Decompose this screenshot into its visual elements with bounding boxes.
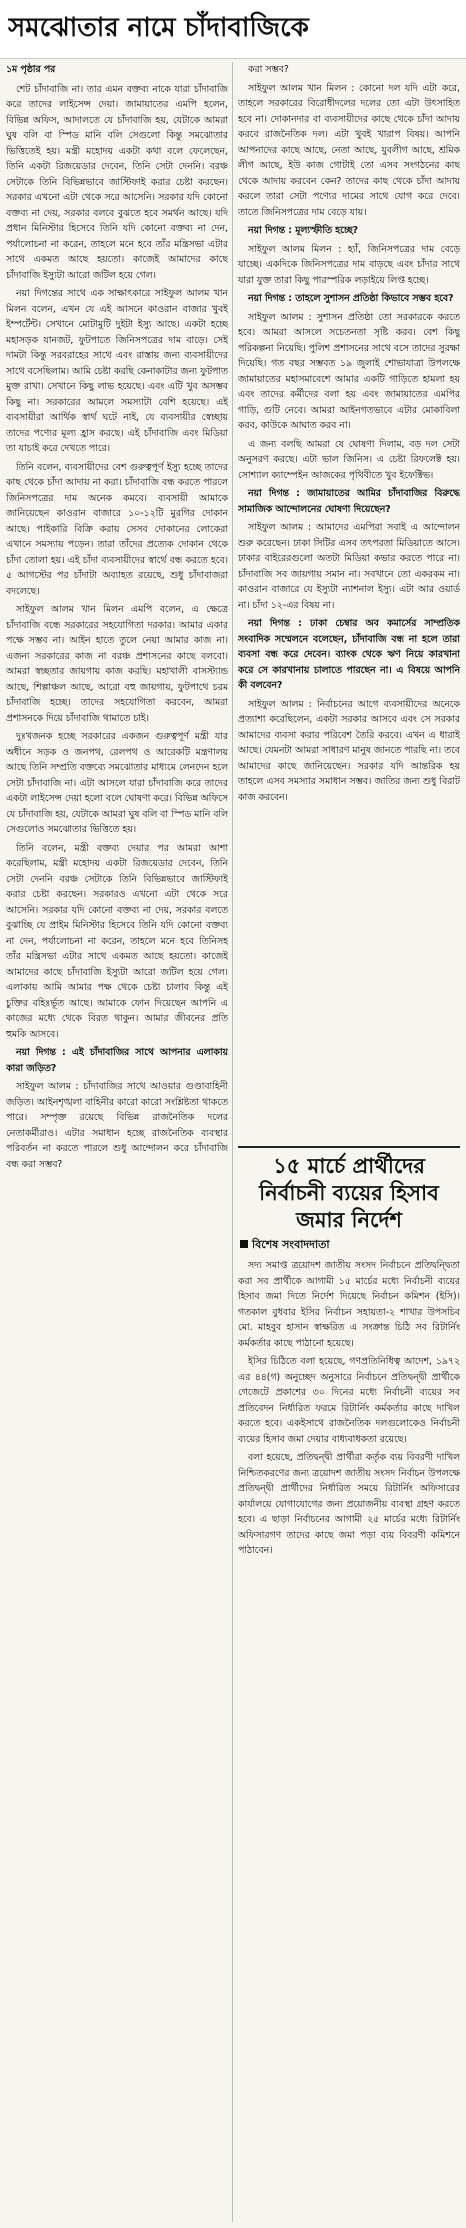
article-paragraph: সাইফুল আলম : নির্বাচনের আগে ব্যবসায়ীদের অনেকে প্রত্যাশা করেছিলেন, একটা সরকার আসবে এবং সে সরকার আমাদের ব্যবসা করার পরিবেশ তৈরি করবে। এখন এ ধারাই আছে। যেমনটা আমরা সাধারণ মানুষ জানতে পারছি না। তবে আমাদের কাছে জানিয়েছেন। সরকার যদি আন্তরিক হয় তাহলে এসব সমস্যার সমাধান সম্ভব। জাতির জন্য শুধু বিরাট কাজ করবেন। — [238, 698, 460, 803]
bullet-square-icon — [240, 1240, 248, 1248]
interview-question: নয়া দিগন্ত : এই চাঁদাবাজির সাথে আপনার এলাকায় কারা জড়িত? — [6, 1047, 228, 1074]
headline-banner — [0, 0, 466, 59]
article-paragraph: সাইফুল আলম : সুশাসন প্রতিষ্ঠা তো সরকারকে করতে হবে। আমরা আসলে সচেতনতা সৃষ্টি করব। বেশ কিছু পরিকল্পনা নিয়েছি। পুলিশ প্রশাসনের সাথে বসে তাদের সুরক্ষা দিয়েছি। গত বছর সম্ভবত ১৯ জুলাই শোভাযাত্রা উপলক্ষে জামায়াতের মহাসমাবেশে আমার একটি গাড়িতে হামলা হয় এবং তাদের কর্মীদের বলা হয় এবং জামায়াতের এমপির গাড়ি, গুটি নেবে। আমরা আইনগতভাবে এটার মোকাবিলা করব, কাউকে আঘাত করব না। — [238, 311, 460, 431]
continued-from-label: ১ম পৃষ্ঠার পর — [6, 64, 56, 75]
interview-question: নয়া দিগন্ত : ঢাকা চেম্বার অব কমার্সের সাম্প্রতিক সংবাদিক সম্মেলনে বলেছেন, চাঁদাবাজি বন্ধ না হলে তারা ব্যবসা বন্ধ করে দেবেন। ব্যাংক থেকে ঋণ নিয়ে কারখানা করে সে কারখানায় চালাতে পারছেন না। এ বিষয়ে আপনি কী বলবেন? — [238, 618, 460, 691]
column-divider — [232, 62, 233, 2222]
article-paragraph: তিনি বলেন, ব্যবসায়ীদের বেশ গুরুত্বপূর্ণ ইস্যু হচ্ছে তাদের কাছ থেকে চাঁদা আদায় না করা। চাঁদাবাজি বন্ধ করতে পারলে জিনিসপত্রের দাম অনেক কমবে। ব্যবসায়ী আমাকে জানিয়েছেন কাওরান বাজারে ১০-১২টি মুরগির দোকান আছে। পাইকারি বিক্রি করায় সেসব দোকানের লোকেরা এখানে সমস্যায় পড়েন। তারা তাঁদের প্রত্যেক দোকান থেকে চাঁদা তোলা হয়। এই চাঁদা ব্যবসায়ীদের স্বার্থে বন্ধ করতে হবে। ৫ আগস্টের পর চাঁদাটা অব্যাহত রয়েছে, শুধু চাঁদাবাজরা বদলেছে। — [6, 461, 228, 597]
article-paragraph: দুঃখজনক হচ্ছে সরকারের একজন গুরুত্বপূর্ণ মন্ত্রী যার অধীনে সড়ক ও জনপথ, রেলপথ ও আরেকটি মন্ত্রণালয় আছে তিনি সম্প্রতি বক্তব্যে সমঝোতার মাধ্যমে লেনদেন হলে সেটা চাঁদাবাজি না। এটা আসলে যারা চাঁদাবাজি করে তাদের একটা লাইসেন্স দেয়া হলো বলে ঘোষণা করে। বিভিন্ন অফিসে যে চাঁদাবাজি হয়, যেটাকে আমরা ঘুষ বলি বা স্পিড মানি বলি সেগুলোও সমঝোতার ভিত্তিতে হয়। — [6, 731, 228, 835]
article-paragraph: তিনি বলেন, মন্ত্রী বক্তব্য দেয়ার পর আমরা আশা করেছিলাম, মন্ত্রী মহোদয় একটা রিজয়েডার দেবেন, তিনি সেটা দেননি বরঞ্চ সেটাকে তিনি বিভিন্নভাবে জাস্টিফাই করার চেষ্টা করছেন। সরকারও এখনো এটা থেকে সরে আসেনি। সরকার যদি কোনো বক্তব্য না দেয়, সরকার বলতে বুঝাচ্ছি যে প্রাইম মিনিস্টার হিসেবে তিনি যদি কোনো বক্তব্য না দেন, পর্যালোচনা না করেন, তাহলে মনে হবে তিনিসহ তাঁর মন্ত্রিসভা এটার সাথে একমত আছে হয়তো। কাজেই আমাদের কাছে চাঁদাবাজি ইস্যুটা আরো জটিল হয়ে গেল। এলাকায় আমি আমার পক্ষ থেকে চেষ্টা চালাব কিন্তু এই চুক্তির বহিঃর্ভূত আছে। আমাকে ফোন দিয়েছেন আপনি এ কাজের মধ্যে থেকে বিরত থাকুন। আমার জীবনের প্রতি হুমকি আসবে। — [6, 842, 228, 1040]
main-headline: সমঝোতার নামে চাঁদাবাজিকে — [8, 13, 309, 43]
article-paragraph: সাইফুল আলম মিলন : হ্যাঁ, জিনিসপত্রের দাম বেড়ে যাচ্ছে। একদিকে জিনিসপত্রের দাম বাড়ছে এবং চাঁদার সাথে যারা যুক্ত তারা কিছু পারস্পরিক লড়াইয়ে লিপ্ত হচ্ছে। — [238, 243, 460, 286]
article-paragraph: সদ্য সমাপ্ত ত্রয়োদশ জাতীয় সংসদ নির্বাচনে প্রতিদ্বন্দ্বিতা করা সব প্রার্থীকে আগামী ১৫ মার্চের মধ্যে নির্বাচনী ব্যয়ের হিসাব জমা দিতে নির্দেশ দিয়েছে নির্বাচন কমিশন (ইসি)। গতকাল বুধবার ইসির নির্বাচন সহায়তা-২ শাখার উপসচিব মো. মাহবুব হাসান স্বাক্ষরিত এ সংক্রান্ত চিঠি সব রিটার্নিং কর্মকর্তার কাছে পাঠানো হয়েছে। — [238, 1260, 460, 1349]
byline-text: বিশেষ সংবাদদাতা — [252, 1238, 330, 1251]
article-paragraph: সাইফুল আলম : আমাদের এমপিরা সবাই এ আন্দোলন শুরু করেছেন। ঢাকা সিটির এসব তৎপরতা মিডিয়াতে আসে। ঢাকার বাইরেরগুলো অতটা মিডিয়া কভার করতে পারে না। চাঁদাবাজি সব জায়গায় সমান না। সবখানে তো একরকম না। কাওরান বাজারে যে ইস্যুটা ন্যাশনাল ইস্যু। এটা আর ওয়ার্ড না। চাঁদা ১২-এর বিষয় না। — [238, 522, 460, 611]
interview-question: নয়া দিগন্ত : মূল্যস্ফীতি হচ্ছে? — [248, 225, 359, 236]
byline — [240, 1238, 460, 1252]
article-paragraph: করা সম্ভব? — [248, 64, 289, 75]
article-paragraph: বলা হয়েছে, প্রতিদ্বন্দ্বী প্রার্থীরা কর্তৃক ব্যয় বিবরণী দাখিল নিশ্চিতকরণের জন্য ত্রয়োদশ জাতীয় সংসদ নির্বাচন উপলক্ষে প্রতিদ্বন্দ্বী প্রার্থীদের নির্ধারিত সময়ে রিটার্নিং অফিসারের কার্যালয়ে যোগাযোগের জন্য প্রয়োজনীয় ব্যবস্থা গ্রহণ করতে হবে। এ ছাড়া নির্বাচনের আগামী ২৫ মার্চের মধ্যে রিটার্নিং অফিসারগণ তাদের কাছে জমা পড়া ব্যয় বিবরণী কমিশনে পাঠাবেন। — [238, 1452, 460, 1556]
secondary-headline: ১৫ মার্চে প্রার্থীদের নির্বাচনী ব্যয়ের হিসাব জমার নির্দেশ — [238, 1146, 460, 1233]
article-paragraph: নয়া দিগন্তের সাথে এক সাক্ষাৎকারে সাইফুল আলম খান মিলন বলেন, এখন যে এই আসনে কাওরান বাজার খুবই ইম্পর্টেন্ট। সেখানে মোটামুটি দুইটা ইস্যু আছে। একটা হচ্ছে মহাসড়ক যানজট, ফুটপাতে জিনিসপত্রের দাম বাড়ে। সেই দামটা কিন্তু সরবরাহের সাথে এবং রাস্তায় জন্য ব্যবসায়ীদের সাথে বসেছিলাম। আমি চেষ্টা করছি কেনাকাটার জন্য ফুটপাত মুক্ত রাখা। সেখানে কিছু লাভ হয়েছে। এবং এটি খুব অসম্ভব কিছু না। সরকারের আমলে সমস্যাটা বেশি হয়েছে। এই ব্যবসায়ীরা আর্থিক স্বার্থ ঘটে নাই, যে ব্যবসায়ীর স্বেচ্ছায় তাদের পণ্যের মূল্য হ্রাস করছে। এই চাঁদাবাজি এবং মিডিয়া তা যাচাই করে দেখতে পারে। — [6, 288, 228, 454]
article-paragraph: শেট চাঁদাবাজি না। তার এমন বক্তব্য নাকে যারা চাঁদাবাজি করে তাদের লাইসেন্স দেয়া। জামায়াতের এমপি হলেন, বিভিন্ন অফিস, আদালতে যে চাঁদাবাজি হয়, যেটাকে আমরা ঘুষ বলি বা স্পিড মানি বলি সেগুলো কিন্তু সমঝোতার ভিত্তিতেই হয়। মন্ত্রী মহোদয় একটা কথা বলে ফেলেছেন, তিনি একটা রিজয়েডার দেবেন, তিনি সেটা দেননি। বরঞ্চ সেটাকে তিনি বিভিন্নভাবে জাস্টিফাই করার চেষ্টা করছেন। সরকার এখনো এটা থেকে সরে আসেনি। সরকার যদি কোনো বক্তব্য না দেয়, সরকার বলবে বুঝতে হবে সমর্থন আছে। যদি প্রধান মিনিস্টার হিসেবে তিনি যদি কোনো বক্তব্য না দেন, পর্যালোচনা না করেন, তাহলে মনে হবে তাঁর মন্ত্রিসভা এটার সাথে একমত আছে হয়তো। কাজেই আমাদের কাছে চাঁদাবাজি ইস্যুটা আরো জটিল হয়ে গেল। — [6, 83, 228, 281]
article-paragraph: এ জন্য বলছি আমরা যে ঘোষণা দিলাম, বড় দল সেটা অনুসরণ করছে। এটা ভাল জিনিস। এ চেষ্টা রিফলেক্ট হয়। সোশ্যাল ক্যাম্পেইন আজকের পৃথিবীতে খুব ইফেক্টিভ। — [238, 438, 460, 481]
article-paragraph: সাইফুল আলম খান মিলন : কোনো দল যদি এটা করে, তাহলে সরকারের বিরোধীদলের দলের তো এটা উৎসাহিত হবে না। দোকানদার বা ব্যবসায়ীদের কাছে থেকে চাঁদা আদায় করবে রাজনৈতিক দল। এটা খুবই খারাপ বিষয়। আপনি আপনাদের কাছে আছে, নেতা আছে, যুবলীগ আছে, শ্রমিক লীগ আছে, ইউ কাজ গোটাই তো এসব সংগঠনের কাছ থেকে আদায় করবেন কেন? তাদের কাছ থেকে চাঁদা আদায় করলে তারা সেটা পণ্যের দামের সাথে যোগ করে দেবে। তাতে জিনিসপত্রের দাম বেড়ে যায়। — [238, 82, 460, 218]
article-paragraph: ইসির চিঠিতে বলা হয়েছে, গণপ্রতিনিধিত্ব আদেশ, ১৯৭২ এর ৪৪(গ) অনুচ্ছেদ অনুসারে নির্বাচনে প্রতিদ্বন্দ্বী প্রার্থীকে গেজেটে প্রকাশের ৩০ দিনের মধ্যে নির্বাচনী ব্যয়ের সব প্রতিবেদন নির্ধারিত ফরমে রিটার্নিং কর্মকর্তার কাছে দাখিল করতে হবে। একইসাথে রাজনৈতিক দলগুলোকেও নির্বাচনী ব্যয়ের হিসাব জমা দেয়ার বাধ্যবাধকতা রয়েছে। — [238, 1356, 460, 1445]
article-paragraph: সাইফুল আলম : চাঁদাবাজির সাথে আওয়ার গুণ্ডাবাহিনী জড়িত। আইনশৃঙ্খলা বাহিনীর কারো কারো সংশ্লিষ্টতা থাকতে পারে। সম্পৃক্ত রয়েছে বিভিন্ন রাজনৈতিক দলের নেতাকর্মীরাও। এটার সমাধান হচ্ছে রাজনৈতিক ব্যবস্থার পরিবর্তন না করতে পারলে শুধু আন্দোলন করে চাঁদাবাজি বন্ধ করা সম্ভব? — [6, 1081, 228, 1170]
interview-question: নয়া দিগন্ত : জামায়াতের আমির চাঁদাবাজির বিরুদ্ধে সামাজিক আন্দোলনের ঘোষণা দিয়েছেন? — [238, 488, 460, 515]
secondary-article-body — [238, 1258, 460, 2218]
article-column-right — [238, 62, 460, 1122]
article-paragraph: সাইফুল আলম খান মিলন এমপি বলেন, এ ক্ষেত্রে চাঁদাবাজি বন্ধে সরকারের সহযোগিতা দরকার। আমার একার পক্ষে সম্ভব না। আইন হাতে তুলে নেয়া আমার কাজ না। এজন্য সরকারের কাজ না বরঞ্চ প্রশাসনের কাছে বলবো। আমরা স্বচ্ছতার জায়গায় কাজ করছি। মহাখালী বাসস্ট্যান্ড আছে, শিল্পাঞ্চল আছে, আরো বহু জায়গায়, ফুটপাথে চরম চাঁদাবাজি হচ্ছে। তাদের সহযোগিতা করবেন, আমরা প্রশাসনকে দিয়ে চাঁদাবাজি থামাতে চাই। — [6, 604, 228, 724]
interview-question: নয়া দিগন্ত : তাহলে সুশাসন প্রতিষ্ঠা কিভাবে সম্ভব হবে? — [248, 293, 454, 304]
article-column-left — [6, 62, 228, 2222]
